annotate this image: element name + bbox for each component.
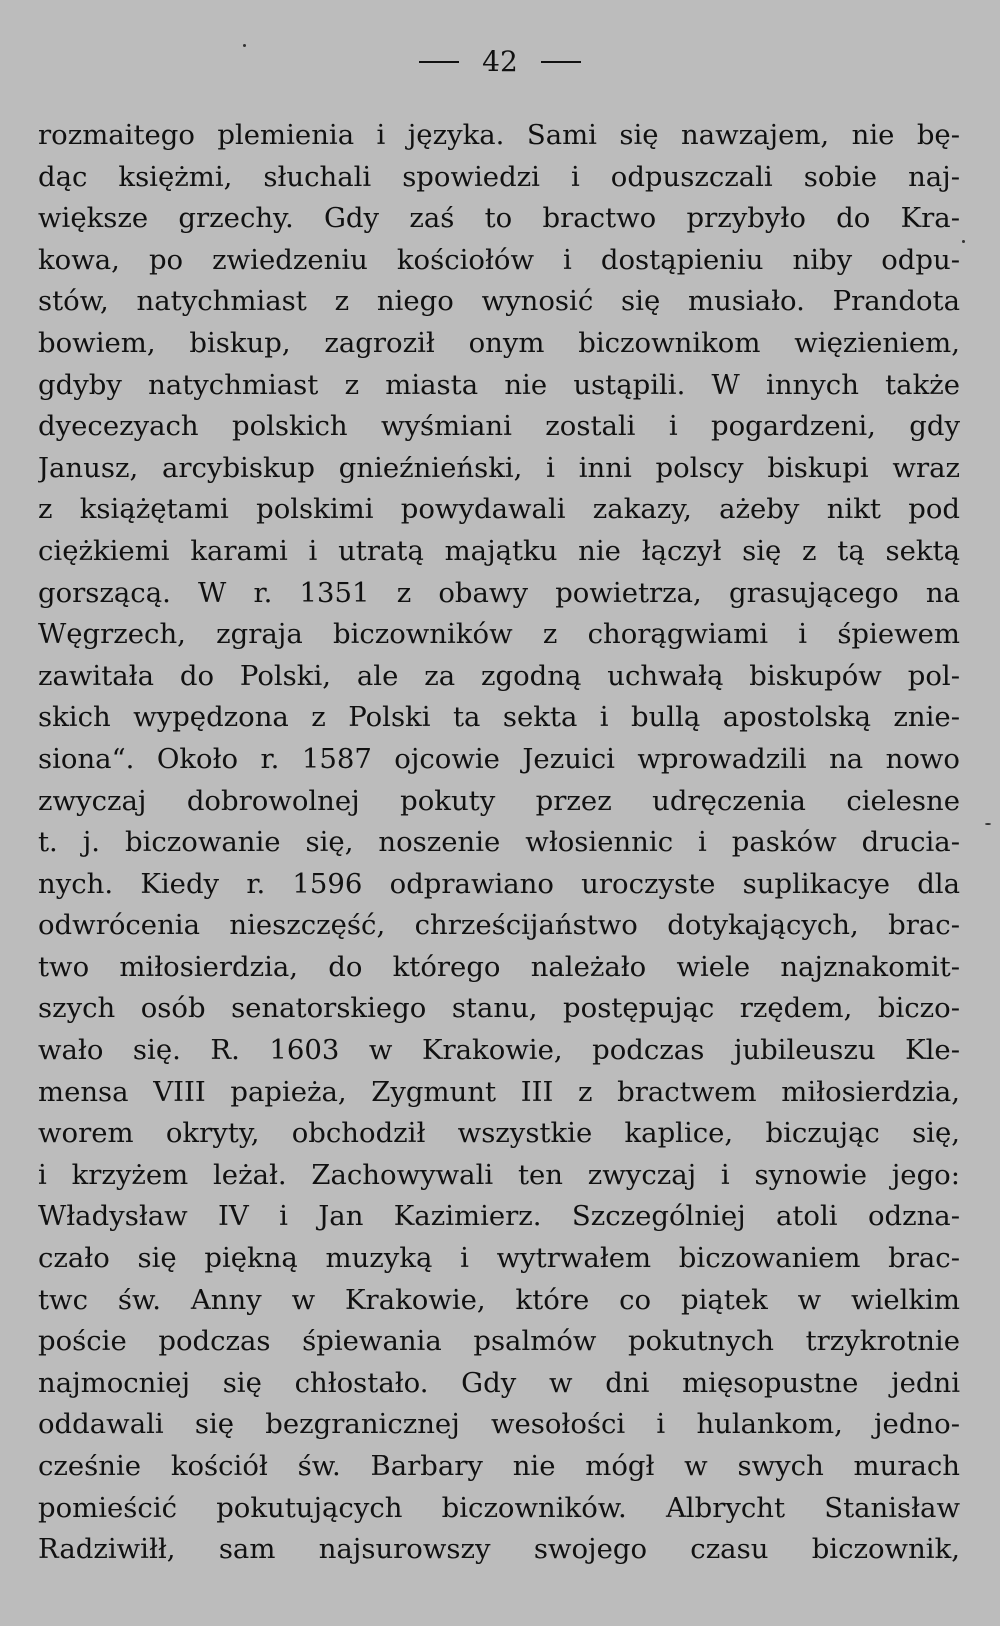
text-line: i krzyżem leżał. Zachowywali ten zwyczaj i synowie jego: [38, 1158, 960, 1191]
text-line: t. j. biczowanie się, noszenie włosiennic i pasków drucia- [38, 826, 960, 859]
text-line: wało się. R. 1603 w Krakowie, podczas jubileuszu Kle- [38, 1034, 960, 1067]
text-line: rozmaitego plemienia i języka. Sami się nawzajem, nie bę- [38, 119, 960, 151]
text-line: stów, natychmiast z niego wynosić się musiało. Prandota [38, 285, 960, 318]
text-line: z książętami polskimi powydawali zakazy, ażeby nikt pod [38, 493, 960, 526]
text-line: czało się piękną muzyką i wytrwałem biczowaniem brac- [38, 1242, 960, 1275]
text-line: ciężkiemi karami i utratą majątku nie łączył się z tą sektą [38, 534, 960, 567]
text-line: zawitała do Polski, ale za zgodną uchwałą biskupów pol- [38, 659, 960, 692]
text-line: pomieścić pokutujących biczowników. Albrycht Stanisław [38, 1491, 960, 1524]
text-line: dyecezyach polskich wyśmiani zostali i pogardzeni, gdy [38, 410, 960, 443]
paper-speck [985, 823, 991, 825]
text-line: worem okryty, obchodził wszystkie kaplice, biczując się, [38, 1117, 960, 1150]
text-line: najmocniej się chłostało. Gdy w dni mięsopustne jedni [38, 1366, 960, 1399]
text-line: siona“. Około r. 1587 ojcowie Jezuici wprowadzili na nowo [38, 742, 960, 775]
text-line: Władysław IV i Jan Kazimierz. Szczególniej atoli odzna- [38, 1200, 960, 1233]
text-line: gdyby natychmiast z miasta nie ustąpili. W innych także [38, 368, 960, 401]
text-line: mensa VIII papieża, Zygmunt III z bractwem miłosierdzia, [38, 1075, 960, 1108]
text-line: Węgrzech, zgraja biczowników z chorągwiami i śpiewem [38, 618, 960, 651]
text-line: Radziwiłł, sam najsurowszy swojego czasu biczownik, [38, 1533, 960, 1566]
text-line: oddawali się bezgranicznej wesołości i hulankom, jedno- [38, 1408, 960, 1441]
paper-speck [962, 240, 965, 243]
page-number: 42 [482, 44, 518, 78]
header-dash-right [541, 61, 581, 63]
paper-speck [243, 44, 246, 47]
text-line: gorszącą. W r. 1351 z obawy powietrza, grasującego na [38, 576, 960, 609]
text-line: Janusz, arcybiskup gnieźnieński, i inni polscy biskupi wraz [38, 451, 960, 484]
text-line: skich wypędzona z Polski ta sekta i bullą apostolską znie- [38, 701, 960, 734]
text-line: poście podczas śpiewania psalmów pokutnych trzykrotnie [38, 1325, 960, 1358]
page-header [0, 40, 1000, 80]
text-line: dąc księżmi, słuchali spowiedzi i odpuszczali sobie naj- [38, 160, 960, 193]
text-line: cześnie kościół św. Barbary nie mógł w swych murach [38, 1450, 960, 1482]
text-line: twc św. Anny w Krakowie, które co piątek w wielkim [38, 1283, 960, 1316]
body-text [38, 115, 960, 1571]
text-line: kowa, po zwiedzeniu kościołów i dostąpieniu niby odpu- [38, 243, 960, 276]
text-line: nych. Kiedy r. 1596 odprawiano uroczyste suplikacye dla [38, 867, 960, 900]
header-dash-left [419, 61, 459, 63]
text-line: bowiem, biskup, zagroził onym biczownikom więzieniem, [38, 326, 960, 359]
text-line: two miłosierdzia, do którego należało wiele najznakomit- [38, 950, 960, 983]
text-line: odwrócenia nieszczęść, chrześcijaństwo dotykających, brac- [38, 909, 960, 942]
text-line: szych osób senatorskiego stanu, postępując rzędem, biczo- [38, 992, 960, 1025]
text-line: zwyczaj dobrowolnej pokuty przez udręczenia cielesne [38, 784, 960, 817]
text-line: większe grzechy. Gdy zaś to bractwo przybyło do Kra- [38, 202, 960, 235]
